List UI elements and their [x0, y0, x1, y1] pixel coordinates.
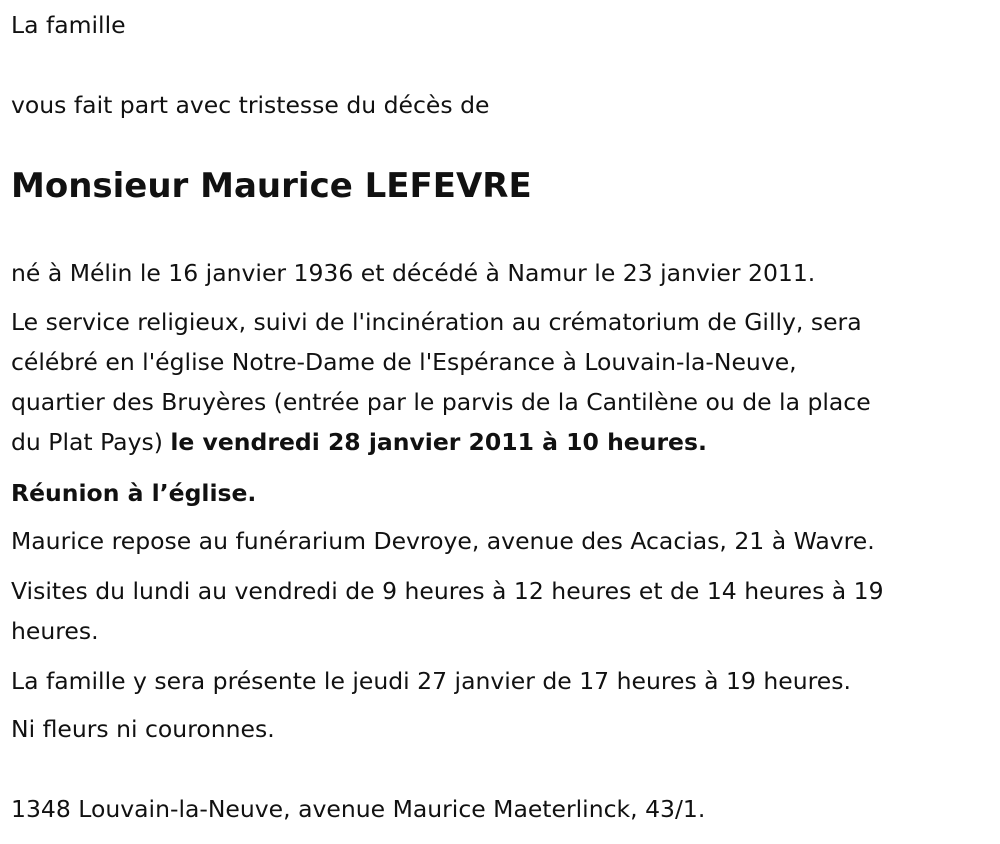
meeting-text: Réunion à l’église.	[11, 479, 257, 507]
service-line: célébré en l'église Notre-Dame de l'Espérance à Louvain-la-Neuve,	[11, 348, 797, 376]
intro-text: La famille	[11, 11, 126, 39]
service-line-prefix: du Plat Pays)	[11, 428, 171, 456]
service-date: le vendredi 28 janvier 2011 à 10 heures.	[170, 428, 707, 456]
announcement-text: vous fait part avec tristesse du décès de	[11, 91, 490, 119]
family-presence-text: La famille y sera présente le jeudi 27 janvier de 17 heures à 19 heures.	[11, 667, 851, 695]
service-line-last	[11, 427, 707, 457]
visits-line: Visites du lundi au vendredi de 9 heures à 12 heures et de 14 heures à 19	[11, 577, 884, 605]
funerarium-text: Maurice repose au funérarium Devroye, avenue des Acacias, 21 à Wavre.	[11, 527, 875, 555]
birth-death-text: né à Mélin le 16 janvier 1936 et décédé à Namur le 23 janvier 2011.	[11, 259, 816, 287]
deceased-name: Monsieur Maurice LEFEVRE	[11, 166, 532, 206]
visits-line: heures.	[11, 617, 99, 645]
service-line: Le service religieux, suivi de l'incinération au crématorium de Gilly, sera	[11, 308, 862, 336]
no-flowers-text: Ni fleurs ni couronnes.	[11, 715, 275, 743]
service-line: quartier des Bruyères (entrée par le parvis de la Cantilène ou de la place	[11, 388, 871, 416]
address-text: 1348 Louvain-la-Neuve, avenue Maurice Maeterlinck, 43/1.	[11, 795, 706, 823]
